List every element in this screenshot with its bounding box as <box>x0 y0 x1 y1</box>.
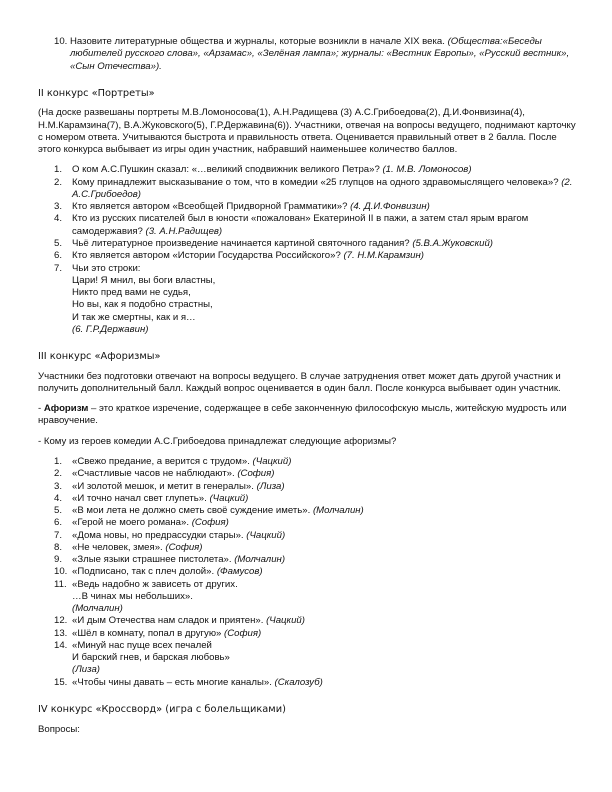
item-number: 7. <box>54 529 63 541</box>
item-text <box>72 201 578 213</box>
item-question: Кто является автором «Всеобщей Придворной Грамматики»? <box>72 201 351 213</box>
section-crossword-label: Вопросы: <box>38 723 80 735</box>
portrait-question-item <box>38 250 578 262</box>
portrait-question-item <box>38 177 578 202</box>
item-text <box>72 579 578 616</box>
definition-text: – это краткое изречение, содержащее в себе законченную философскую мысль, житейскую мудрость или нравоучение. <box>38 403 567 427</box>
item-answer: (Лиза) <box>256 480 285 492</box>
aphorism-definition <box>38 403 578 428</box>
aphorism-line: «Свежо предание, а верится с трудом». <box>72 455 253 467</box>
item-answer: (Молчалин) <box>234 554 286 566</box>
item-text <box>72 530 578 542</box>
item-number: 14. <box>54 639 68 651</box>
item-number: 5. <box>54 505 63 517</box>
verse-line: Но вы, как я подобно страстны, <box>72 299 213 311</box>
item-text <box>72 468 578 480</box>
item-text <box>72 481 578 493</box>
item-number: 9. <box>54 554 63 566</box>
item-answer: (2. А.С.Грибоедов) <box>72 176 573 200</box>
item-text <box>72 250 578 262</box>
question-10-text <box>70 36 578 73</box>
item-number: 1. <box>54 455 63 467</box>
aphorism-item <box>38 530 578 542</box>
aphorism-line: «Дома новы, но предрассудки стары». <box>72 529 247 541</box>
aphorism-question: - Кому из героев комедии А.С.Грибоедова принадлежат следующие афоризмы? <box>38 435 397 447</box>
item-question: Чьё литературное произведение начинается картиной святочного гадания? <box>72 237 413 249</box>
item-text <box>72 238 578 250</box>
aphorism-line: И барский гнев, и барская любовь» <box>72 652 230 664</box>
item-text <box>72 493 578 505</box>
item-question: Кому принадлежит высказывание о том, что в комедии «25 глупцов на одного здравомыслящего человека»? <box>72 176 562 188</box>
portrait-question-item <box>38 263 578 337</box>
aphorism-item <box>38 640 578 677</box>
question-10 <box>54 36 578 73</box>
item-number: 10. <box>54 566 68 578</box>
aphorism-line: «Не человек, змея». <box>72 541 166 553</box>
section-portraits-title: II конкурс «Портреты» <box>38 87 155 99</box>
item-number: 15. <box>54 676 68 688</box>
item-number: 2. <box>54 468 63 480</box>
aphorism-line: «Подписано, так с плеч долой». <box>72 566 217 578</box>
item-number: 6. <box>54 250 63 262</box>
portraits-question-list <box>38 164 578 336</box>
aphorism-item <box>38 517 578 529</box>
item-number: 2. <box>54 176 63 188</box>
item-text <box>72 517 578 529</box>
item-number: 5. <box>54 237 63 249</box>
aphorism-line: «В мои лета не должно сметь своё суждение иметь». <box>72 505 313 517</box>
item-text <box>72 177 578 202</box>
section-portraits-intro: (На доске развешаны портреты М.В.Ломоносова(1), А.Н.Радищева (3) А.С.Грибоедова(2), Д.И.Фонвизина(4), Н.М.Карамзина(7), В.А.Жуковского(5), Г.Р.Державина(6)). Участники, отвечая на вопросы ведущего, поднимают карточку с номером ответа. Учитываются быстрота и правильность ответа. Оценивается правильный ответ в 2 балла. После этого конкурса выбывает из игры один участник, набравший наименьшее количество баллов. <box>38 107 576 156</box>
question-10-number: 10. <box>54 36 68 47</box>
item-answer: (6. Г.Р.Державин) <box>72 323 149 335</box>
portrait-question-item <box>38 201 578 213</box>
item-number: 8. <box>54 541 63 553</box>
question-10-answer: (Общества:«Беседы любителей русского слова», «Арзамас», «Зелёная лампа»; журналы: «Вестник Европы», «Русский вестник», «Сын Отечества»). <box>70 36 570 72</box>
aphorism-line: «Минуй нас пуще всех печалей <box>72 639 212 651</box>
aphorism-line: «И дым Отечества нам сладок и приятен». <box>72 615 267 627</box>
item-number: 1. <box>54 164 63 176</box>
aphorism-item <box>38 677 578 689</box>
item-question: О ком А.С.Пушкин сказал: «…великий сподвижник великого Петра»? <box>72 164 383 176</box>
aphorism-item <box>38 542 578 554</box>
section-aphorisms-title: III конкурс «Афоризмы» <box>38 351 161 363</box>
item-text <box>72 505 578 517</box>
item-text <box>72 615 578 627</box>
aphorism-item <box>38 554 578 566</box>
item-answer: (4. Д.И.Фонвизин) <box>350 201 430 213</box>
verse-line: Цари! Я мнил, вы боги властны, <box>72 274 216 286</box>
item-answer: (Молчалин) <box>72 603 123 615</box>
aphorism-line: «Герой не моего романа». <box>72 517 192 529</box>
aphorism-item <box>38 456 578 468</box>
aphorism-item <box>38 505 578 517</box>
portrait-question-item <box>38 164 578 176</box>
aphorism-line: «Шёл в комнату, попал в другую» <box>72 627 225 639</box>
item-text <box>72 456 578 468</box>
item-text <box>72 628 578 640</box>
item-answer: (Молчалин) <box>312 505 364 517</box>
item-number: 12. <box>54 615 68 627</box>
item-answer: (Лиза) <box>72 664 100 676</box>
section-aphorisms-intro: Участники без подготовки отвечают на вопросы ведущего. В случае затруднения ответ может дать другой участник и получить дополнительный балл. Каждый вопрос оценивается в один балл. После конкурса выбывает один участник. <box>38 370 561 394</box>
item-text <box>72 263 578 337</box>
aphorism-item <box>38 615 578 627</box>
item-answer: (Чацкий) <box>209 492 249 504</box>
item-question: Чьи это строки: <box>72 262 141 274</box>
item-answer: (Скалозуб) <box>274 676 323 688</box>
definition-dash: - <box>38 403 44 415</box>
aphorism-line: «Счастливые часов не наблюдают». <box>72 468 238 480</box>
item-number: 6. <box>54 517 63 529</box>
item-text <box>72 164 578 176</box>
item-number: 7. <box>54 262 63 274</box>
aphorism-line: «Чтобы чины давать – есть многие каналы». <box>72 676 275 688</box>
portrait-question-item <box>38 213 578 238</box>
aphorism-line: «И точно начал свет глупеть». <box>72 492 210 504</box>
item-answer: (София) <box>165 541 203 553</box>
item-text <box>72 677 578 689</box>
definition-term: Афоризм <box>43 403 89 415</box>
aphorism-line: «Ведь надобно ж зависеть от других. <box>72 578 238 590</box>
aphorism-line: …В чинах мы небольших». <box>72 590 193 602</box>
portrait-question-item <box>38 238 578 250</box>
item-answer: (1. М.В. Ломоносов) <box>382 164 472 176</box>
aphorism-item <box>38 493 578 505</box>
item-number: 3. <box>54 480 63 492</box>
item-answer: (Чацкий) <box>246 529 286 541</box>
aphorism-line: «И золотой мешок, и метит в генералы». <box>72 480 257 492</box>
aphorism-item <box>38 481 578 493</box>
item-text <box>72 542 578 554</box>
item-number: 3. <box>54 201 63 213</box>
item-question: Кто является автором «Истории Государства Российского»? <box>72 250 344 262</box>
item-answer: (София) <box>224 627 262 639</box>
item-answer: (Фамусов) <box>216 566 263 578</box>
verse-line: И так же смертны, как и я… <box>72 311 196 323</box>
question-10-body: Назовите литературные общества и журналы, которые возникли в начале XIX века. <box>70 36 445 47</box>
item-text <box>72 640 578 677</box>
aphorism-item <box>38 468 578 480</box>
item-answer: (3. А.Н.Радищев) <box>145 225 223 237</box>
section-crossword-title: IV конкурс «Кроссворд» (игра с болельщиками) <box>38 704 286 716</box>
item-answer: (София) <box>191 517 229 529</box>
item-number: 4. <box>54 492 63 504</box>
verse-line: Никто пред вами не судья, <box>72 287 191 299</box>
aphorism-list <box>38 456 578 689</box>
item-number: 11. <box>54 578 67 590</box>
item-text <box>72 566 578 578</box>
item-number: 13. <box>54 627 68 639</box>
item-answer: (Чацкий) <box>266 615 305 627</box>
item-answer: (Чацкий) <box>252 455 292 467</box>
item-number: 4. <box>54 213 63 225</box>
document-page <box>38 36 578 744</box>
item-text <box>72 213 578 238</box>
aphorism-line: «Злые языки страшнее пистолета». <box>72 554 235 566</box>
item-question: Кто из русских писателей был в юности «пожалован» Екатериной II в пажи, а затем стал ярым врагом самодержавия? <box>72 213 529 237</box>
item-answer: (5.В.А.Жуковский) <box>412 237 493 249</box>
aphorism-item <box>38 579 578 616</box>
aphorism-item <box>38 628 578 640</box>
item-answer: (София) <box>237 468 275 480</box>
aphorism-item <box>38 566 578 578</box>
item-text <box>72 554 578 566</box>
item-answer: (7. Н.М.Карамзин) <box>343 250 424 262</box>
